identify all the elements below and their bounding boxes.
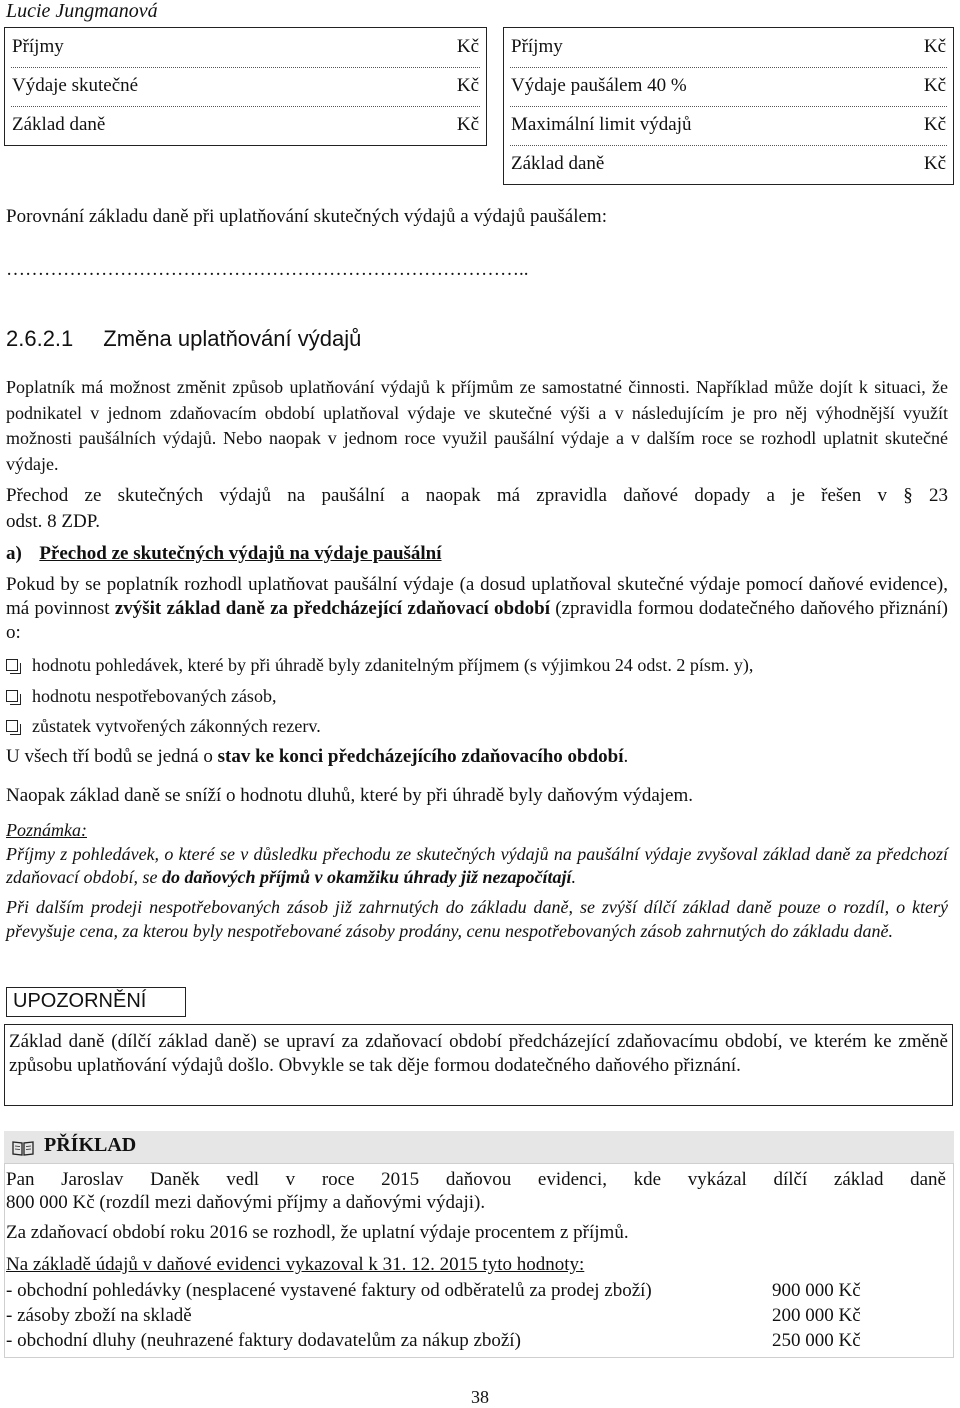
item-amount: 200 000 Kč xyxy=(772,1305,861,1326)
note-paragraph-1 xyxy=(6,843,948,889)
subheading xyxy=(6,542,442,565)
row-label: Maximální limit výdajů xyxy=(511,114,692,135)
table-row xyxy=(504,67,953,106)
table-row xyxy=(504,145,953,184)
example-paragraph-2: Za zdaňovací období roku 2016 se rozhodl, že uplatní výdaje procentem z příjmů. xyxy=(6,1222,629,1243)
list-item xyxy=(6,654,753,677)
left-calc-table xyxy=(4,27,487,146)
right-calc-table xyxy=(503,27,954,185)
item-amount: 250 000 Kč xyxy=(772,1330,861,1351)
currency-unit: Kč xyxy=(456,114,479,135)
row-label: Výdaje paušálem 40 % xyxy=(511,75,687,96)
state-text-2: . xyxy=(623,746,629,767)
obligation-text-1: Pokud by se poplatník rozhodl uplatňovat paušální výdaje (a dosud uplatňoval skutečné výdaje pomocí daňové evidence), má povinnost xyxy=(6,574,948,619)
warning-text: Základ daně (dílčí základ daně) se upraví za zdaňovací období předcházející zdaňovacímu období, ve kterém ke změně způsobu uplatňování výdajů došlo. Obvykle se tak děje formou dodatečného daňového přiznání. xyxy=(9,1031,948,1076)
row-label: Základ daně xyxy=(12,114,106,135)
table-row xyxy=(5,67,486,106)
table-row xyxy=(504,106,953,145)
row-label: Příjmy xyxy=(511,36,563,57)
list-item xyxy=(6,715,321,738)
example-title: PŘÍKLAD xyxy=(44,1134,137,1156)
section-heading xyxy=(6,326,361,352)
obligation-text-2: (zpravidla formou dodatečného daňového přiznání) o: xyxy=(6,598,948,643)
table-row xyxy=(504,28,953,67)
example-header xyxy=(4,1131,954,1163)
obligation-paragraph xyxy=(6,573,948,645)
warning-title: UPOZORNĚNÍ xyxy=(13,990,147,1012)
list-item-text: zůstatek vytvořených zákonných rezerv. xyxy=(32,716,321,736)
row-label: Výdaje skutečné xyxy=(12,75,139,96)
item-amount: 900 000 Kč xyxy=(772,1280,861,1301)
intro-paragraph: Poplatník má možnost změnit způsob uplatňování výdajů k příjmům ze samostatné činnosti. Například může dojít k situaci, že podnikatel v jednom zdaňovacím období uplatňoval výdaje ve skutečné výši a v následujícím je pro něj výhodnější využít možnosti paušálních výdajů. Nebo naopak v jednom roce využil paušální výdaje a v dalším roce se rozhodl uplatnit skutečné výdaje. xyxy=(6,377,948,474)
note-label: Poznámka: xyxy=(6,820,87,840)
author-header: Lucie Jungmanová xyxy=(6,0,158,22)
comparison-label: Porovnání základu daně při uplatňování skutečných výdajů a výdajů paušálem: xyxy=(6,206,607,227)
subheading-prefix: a) xyxy=(6,543,22,564)
checkbox-bullet-icon xyxy=(6,720,18,732)
note1-text-1: Příjmy z pohledávek, o které se v důsledku přechodu ze skutečných výdajů na paušální výdaje zvyšoval základ daně za předchozí zdaňovací období, se xyxy=(6,844,948,887)
page-number: 38 xyxy=(471,1387,489,1407)
item-label: - obchodní pohledávky (nesplacené vystavené faktury od odběratelů za prodej zboží) xyxy=(6,1280,652,1301)
row-label: Základ daně xyxy=(511,153,605,174)
table-row xyxy=(6,1304,940,1327)
list-item-text: hodnotu nespotřebovaných zásob, xyxy=(32,686,277,706)
state-bold: stav ke konci předcházejícího zdaňovacího období xyxy=(217,746,624,767)
currency-unit: Kč xyxy=(923,75,946,96)
note1-text-2: . xyxy=(571,867,577,887)
currency-unit: Kč xyxy=(923,153,946,174)
warning-title-box xyxy=(6,987,186,1017)
table-row xyxy=(6,1329,940,1352)
currency-unit: Kč xyxy=(456,75,479,96)
list-item-text: hodnotu pohledávek, které by při úhradě byly zdanitelným příjmem (s výjimkou 24 odst. 2 písm. y), xyxy=(32,655,754,675)
checkbox-bullet-icon xyxy=(6,690,18,702)
reduction-paragraph: Naopak základ daně se sníží o hodnotu dluhů, které by při úhradě byly daňovým výdajem. xyxy=(6,785,693,806)
table-row xyxy=(6,1279,940,1302)
warning-box xyxy=(4,1024,953,1106)
item-label: - obchodní dluhy (neuhrazené faktury dodavatelům za nákup zboží) xyxy=(6,1330,521,1351)
currency-unit: Kč xyxy=(923,114,946,135)
item-label: - zásoby zboží na skladě xyxy=(6,1305,192,1326)
transition-paragraph-line2: odst. 8 ZDP. xyxy=(6,511,100,532)
example-paragraph-1b: 800 000 Kč (rozdíl mezi daňovými příjmy a daňovými výdaji). xyxy=(6,1192,486,1213)
table-row xyxy=(5,106,486,145)
state-paragraph xyxy=(6,745,628,768)
list-item xyxy=(6,685,276,708)
currency-unit: Kč xyxy=(456,36,479,57)
section-number: 2.6.2.1 xyxy=(6,326,74,351)
comparison-dots: ……………………………………………………………………….. xyxy=(6,259,529,280)
transition-paragraph-line1: Přechod ze skutečných výdajů na paušální a naopak má zpravidla daňové dopady a je řešen v § 23 xyxy=(6,485,948,506)
example-paragraph-1a: Pan Jaroslav Daněk vedl v roce 2015 daňovou evidenci, kde vykázal dílčí základ daně xyxy=(6,1169,946,1190)
table-row xyxy=(5,28,486,67)
currency-unit: Kč xyxy=(923,36,946,57)
checkbox-bullet-icon xyxy=(6,659,18,671)
note1-bold: do daňových příjmů v okamžiku úhrady již nezapočítají xyxy=(161,867,572,887)
subheading-text: Přechod ze skutečných výdajů na výdaje paušální xyxy=(39,543,442,564)
state-text-1: U všech tří bodů se jedná o xyxy=(6,746,218,767)
book-icon xyxy=(12,1140,34,1156)
note-paragraph-2: Při dalším prodeji nespotřebovaných zásob již zahrnutých do základu daně, se zvýší dílčí základ daně pouze o rozdíl, o který převyšuje cena, za kterou byly nespotřebované zásoby prodány, cenu nespotřebovaných zásob zahrnutých do základu daně. xyxy=(6,897,948,941)
example-paragraph-3: Na základě údajů v daňové evidenci vykazoval k 31. 12. 2015 tyto hodnoty: xyxy=(6,1254,585,1275)
row-label: Příjmy xyxy=(12,36,64,57)
section-title: Změna uplatňování výdajů xyxy=(103,326,362,351)
obligation-bold: zvýšit základ daně za předcházející zdaňovací období xyxy=(114,598,550,619)
